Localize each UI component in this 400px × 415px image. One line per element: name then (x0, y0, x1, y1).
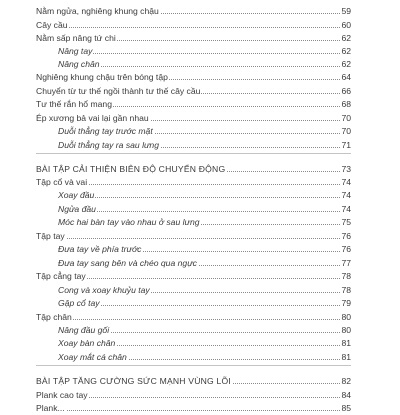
toc-entry (0, 323, 400, 337)
toc-entry-title: Xoay bàn chân (58, 338, 116, 348)
toc-entry-title: Nghiêng khung chậu trên bóng tập (36, 72, 168, 82)
toc-entry (0, 350, 400, 364)
toc-entry-page-number: 74 (341, 190, 351, 200)
toc-entry-page-number: 75 (341, 217, 351, 227)
toc-entry (0, 57, 400, 71)
toc-entry-title: Đưa tay sang bên và chéo qua ngực (58, 258, 197, 268)
toc-entry-title: BÀI TẬP CẢI THIỆN BIÊN ĐỘ CHUYỂN ĐỘNG (36, 164, 226, 174)
toc-entry-title: Plank... (36, 403, 65, 413)
section-divider (36, 365, 351, 366)
toc-entry-title: Duỗi thẳng tay trước mặt (58, 126, 153, 136)
toc-entry-title: Cong và xoay khuỷu tay (58, 285, 150, 295)
toc-entry-page-number: 85 (341, 403, 351, 413)
toc-entry-page-number: 73 (341, 164, 351, 174)
toc-entry (0, 84, 400, 98)
toc-entry (0, 336, 400, 350)
toc-entry-title: Tập cẳng tay (36, 271, 86, 281)
toc-dot-leader (36, 238, 342, 239)
toc-entry (0, 256, 400, 270)
toc-entry (0, 44, 400, 58)
toc-entry-page-number: 81 (341, 352, 351, 362)
toc-entry-page-number: 81 (341, 338, 351, 348)
toc-entry-title: Tư thế rắn hổ mang (36, 99, 112, 109)
toc-entry-title: Duỗi thẳng tay ra sau lưng (58, 140, 159, 150)
toc-entry (0, 124, 400, 138)
toc-entry-page-number: 78 (341, 271, 351, 281)
toc-entry (0, 175, 400, 189)
toc-entry-title: Xoay đầu (58, 190, 95, 200)
toc-dot-leader (58, 66, 342, 67)
toc-entry (0, 296, 400, 310)
toc-entry-title: Nâng chân (58, 59, 100, 69)
toc-entry (0, 4, 400, 18)
toc-entry-title: Nằm sấp nâng tứ chi (36, 33, 116, 43)
toc-entry-title: Xoay mắt cá chân (58, 352, 127, 362)
toc-entry (0, 310, 400, 324)
toc-entry-page-number: 68 (341, 99, 351, 109)
toc-entry-page-number: 62 (341, 59, 351, 69)
toc-entry-page-number: 74 (341, 204, 351, 214)
toc-entry-page-number: 59 (341, 6, 351, 16)
toc-section-entry (0, 374, 400, 388)
section-divider (36, 153, 351, 154)
toc-dot-leader (58, 305, 342, 306)
toc-entry (0, 202, 400, 216)
toc-entry (0, 97, 400, 111)
toc-dot-leader (36, 319, 342, 320)
toc-dot-leader (58, 211, 342, 212)
toc-entry-title: Nâng đầu gối (58, 325, 110, 335)
toc-entry-page-number: 71 (341, 140, 351, 150)
toc-entry-title: BÀI TẬP TĂNG CƯỜNG SỨC MẠNH VÙNG LÕI (36, 376, 231, 386)
toc-entry-page-number: 80 (341, 325, 351, 335)
toc-entry (0, 229, 400, 243)
toc-entry-title: Chuyển từ tư thế ngồi thành tư thế cây cầu (36, 86, 201, 96)
toc-entry (0, 70, 400, 84)
toc-entry-title: Ép xương bả vai lại gần nhau (36, 113, 149, 123)
toc-entry-title: Đưa tay về phía trước (58, 244, 142, 254)
toc-entry (0, 242, 400, 256)
toc-dot-leader (36, 27, 342, 28)
toc-entry (0, 269, 400, 283)
toc-entry (0, 111, 400, 125)
toc-entry-page-number: 79 (341, 298, 351, 308)
toc-entry-page-number: 76 (341, 231, 351, 241)
toc-entry-page-number: 70 (341, 126, 351, 136)
toc-entry-page-number: 84 (341, 390, 351, 400)
toc-dot-leader (36, 410, 342, 411)
toc-entry-title: Gập cổ tay (58, 298, 100, 308)
toc-entry (0, 401, 400, 415)
toc-entry-page-number: 80 (341, 312, 351, 322)
toc-entry-title: Móc hai bàn tay vào nhau ở sau lưng (58, 217, 200, 227)
toc-entry-title: Tập chân (36, 312, 72, 322)
toc-entry (0, 31, 400, 45)
toc-entry-title: Tập tay (36, 231, 65, 241)
toc-entry (0, 283, 400, 297)
toc-section-entry (0, 162, 400, 176)
toc-entry-title: Nâng tay (58, 46, 93, 56)
toc-entry (0, 215, 400, 229)
toc-dot-leader (58, 197, 342, 198)
toc-entry-page-number: 74 (341, 177, 351, 187)
toc-entry-title: Plank cao tay (36, 390, 88, 400)
toc-entry-page-number: 62 (341, 46, 351, 56)
toc-entry-page-number: 77 (341, 258, 351, 268)
toc-entry-page-number: 78 (341, 285, 351, 295)
toc-entry-title: Tập cổ và vai (36, 177, 88, 187)
toc-entry-page-number: 66 (341, 86, 351, 96)
toc-entry (0, 188, 400, 202)
toc-dot-leader (58, 53, 342, 54)
toc-entry-title: Nằm ngửa, nghiêng khung chậu (36, 6, 159, 16)
toc-entry (0, 138, 400, 152)
toc-entry-page-number: 70 (341, 113, 351, 123)
toc-entry-title: Ngửa đầu (58, 204, 96, 214)
toc-entry (0, 18, 400, 32)
toc-entry-page-number: 62 (341, 33, 351, 43)
toc-entry-page-number: 64 (341, 72, 351, 82)
toc-entry-title: Cây cầu (36, 20, 68, 30)
toc-entry-page-number: 76 (341, 244, 351, 254)
toc-entry-page-number: 60 (341, 20, 351, 30)
toc-entry-page-number: 82 (341, 376, 351, 386)
